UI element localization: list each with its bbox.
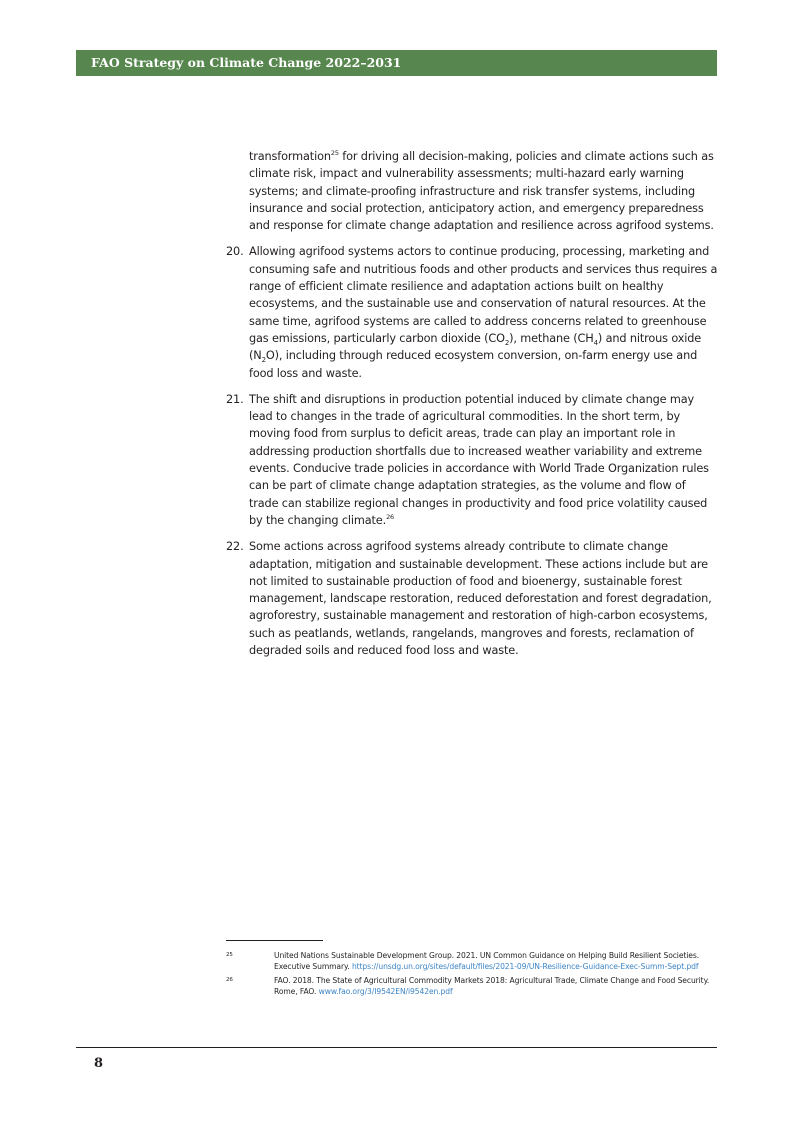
paragraph-text: ), methane (CH <box>509 331 594 345</box>
footnotes <box>226 951 718 1001</box>
page-number: 8 <box>94 1056 104 1071</box>
paragraph-20 <box>226 243 718 381</box>
footnote-link[interactable]: https://unsdg.un.org/sites/default/files/2021-09/UN-Resilience-Guidance-Exec-Summ-Sept.pdf <box>351 961 699 971</box>
paragraph-text: for driving all decision-making, policies and climate actions such as climate risk, impact and vulnerability assessments; multi-hazard early warning systems; and climate-proofing infrastructure and risk transfer systems, including insurance and social protection, anticipatory action, and emergency preparedness and response for climate change adaptation and resilience across agrifood systems. <box>249 150 714 233</box>
footnote-number: 25 <box>226 952 233 958</box>
paragraph-text: O), including through reduced ecosystem conversion, on-farm energy use and food loss and waste. <box>249 349 698 380</box>
paragraph-text: Allowing agrifood systems actors to continue producing, processing, marketing and consuming safe and nutritious foods and other products and services thus requires a range of efficient climate resilience and adaptation actions built on healthy ecosystems, and the sustainable use and conservation of natural resources. At the same time, agrifood systems are called to address concerns related to greenhouse gas emissions, particularly carbon dioxide (CO <box>249 245 718 345</box>
paragraph-continuation <box>226 148 718 234</box>
paragraph-number: 21. <box>226 392 244 406</box>
paragraph-22 <box>226 538 718 659</box>
subscript: 4 <box>593 338 598 347</box>
header-title: FAO Strategy on Climate Change 2022–2031 <box>91 55 402 70</box>
paragraph-number: 20. <box>226 245 244 259</box>
footnote-link[interactable]: www.fao.org/3/I9542EN/i9542en.pdf <box>318 986 453 996</box>
paragraph-text: transformation <box>249 150 331 163</box>
footnote-ref-26[interactable]: 26 <box>386 512 395 521</box>
footnote-26 <box>226 976 718 997</box>
footnote-text: United Nations Sustainable Development Group. 2021. UN Common Guidance on Helping Build Resilient Societies. Executive Summary. <box>274 951 700 971</box>
footnote-25 <box>226 951 718 972</box>
paragraph-21 <box>226 391 718 529</box>
footnote-ref-25[interactable]: 25 <box>330 149 339 157</box>
paragraph-text: The shift and disruptions in production potential induced by climate change may lead to changes in the trade of agricultural commodities. In the short term, by moving food from surplus to deficit areas, trade can play an important role in addressing production shortfalls due to increased weather variability and extreme events. Conducive trade policies in accordance with World Trade Organization rules can be part of climate change adaptation strategies, as the volume and flow of trade can stabilize regional changes in productivity and food price volatility caused by the changing climate. <box>249 392 709 527</box>
footnote-text: FAO. 2018. The State of Agricultural Commodity Markets 2018: Agricultural Trade, Climate Change and Food Security. Rome, FAO. <box>274 976 710 996</box>
footer-divider <box>76 1047 717 1048</box>
footnote-divider <box>226 940 323 941</box>
subscript: 2 <box>504 338 510 347</box>
paragraph-text: ) and nitrous oxide (N <box>249 331 702 363</box>
subscript: 2 <box>261 356 266 365</box>
paragraph-number: 22. <box>226 540 244 554</box>
paragraph-text: Some actions across agrifood systems already contribute to climate change adaptation, mitigation and sustainable development. These actions include but are not limited to sustainable production of food and bioenergy, sustainable forest management, landscape restoration, reduced deforestation and forest degradation, agroforestry, sustainable management and restoration of high-carbon ecosystems, such as peatlands, wetlands, rangelands, mangroves and forests, reclamation of degraded soils and reduced food loss and waste. <box>249 540 712 658</box>
main-text <box>226 148 718 668</box>
footnote-number: 26 <box>226 977 233 984</box>
running-header <box>76 50 717 76</box>
